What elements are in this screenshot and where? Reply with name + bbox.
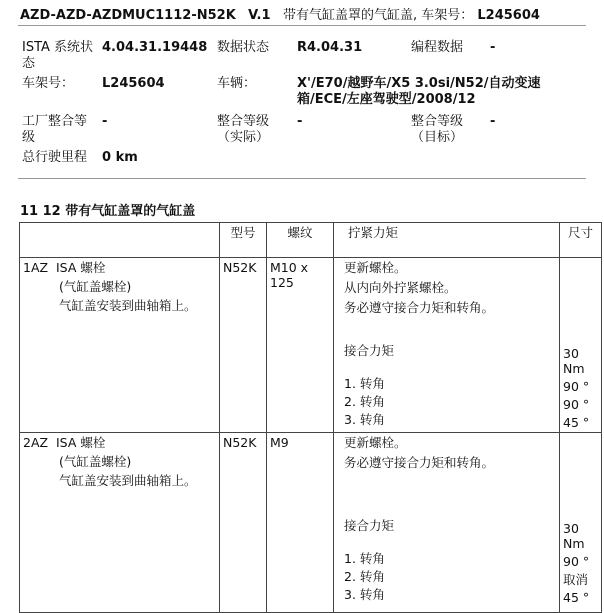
joint-torque-value: 30 Nm	[563, 346, 585, 376]
vehicle-value: X'/E70/越野车/X5 3.0si/N52/自动变速箱/ECE/左座驾驶型/2008/12	[297, 76, 541, 107]
angle-step-value: 45 °	[563, 590, 590, 605]
document-header	[20, 4, 540, 23]
data-status-label: 数据状态	[217, 40, 270, 55]
torque-table	[19, 222, 602, 613]
position-cell	[20, 258, 220, 433]
vin-value: L245604	[102, 76, 165, 91]
actual-level-label: 整合等级（实际）	[217, 114, 270, 145]
position-details	[23, 454, 216, 488]
table-header-row	[20, 223, 602, 258]
angle-step-label: 1. 转角	[344, 376, 385, 391]
joint-torque-label: 接合力矩	[344, 518, 395, 533]
prog-data-label: 编程数据	[411, 40, 464, 55]
header-divider	[18, 25, 586, 26]
target-level-value: -	[490, 114, 496, 129]
ista-value: 4.04.31.19448	[102, 40, 208, 55]
header-description: 带有气缸盖罩的气缸盖, 车架号：	[282, 8, 474, 23]
type-cell: N52K	[220, 258, 267, 433]
angle-step-value: 90 °	[563, 379, 590, 394]
torque-cell	[334, 433, 560, 613]
position-subtitle: (气缸盖螺栓)	[59, 279, 132, 294]
header-type: 型号	[220, 223, 267, 258]
mileage-value: 0 km	[102, 150, 138, 165]
position-name: ISA 螺栓	[56, 435, 106, 450]
position-name: ISA 螺栓	[56, 260, 106, 275]
angle-step-label: 3. 转角	[344, 587, 385, 602]
header-torque: 拧紧力矩	[334, 223, 560, 258]
prog-data-value: -	[490, 40, 496, 55]
factory-level-value: -	[102, 114, 108, 129]
angle-step-label: 2. 转角	[344, 569, 385, 584]
header-unit: 尺寸	[560, 223, 602, 258]
note-line: 从内向外拧紧螺栓。	[344, 280, 457, 295]
position-description: 气缸盖安装到曲轴箱上。	[59, 473, 197, 488]
header-thread: 螺纹	[267, 223, 334, 258]
position-id: 2AZ	[23, 435, 49, 450]
angle-step-label: 2. 转角	[344, 394, 385, 409]
angle-step-value: 90 °	[563, 397, 590, 412]
position-description: 气缸盖安装到曲轴箱上。	[59, 298, 197, 313]
header-version: V.1	[248, 8, 271, 23]
table-row	[20, 433, 602, 613]
position-id: 1AZ	[23, 260, 49, 275]
angle-step-value: 45 °	[563, 415, 590, 430]
note-line: 务必遵守接合力矩和转角。	[344, 300, 495, 315]
angle-step-value: 90 °	[563, 554, 590, 569]
angle-step-value: 取消	[563, 572, 589, 587]
note-line: 更新螺栓。	[344, 435, 407, 450]
note-line: 务必遵守接合力矩和转角。	[344, 455, 495, 470]
vehicle-label: 车辆：	[217, 76, 257, 91]
thread-cell: M9	[267, 433, 334, 613]
angle-step-label: 3. 转角	[344, 412, 385, 427]
section-title: 11 12 带有气缸盖罩的气缸盖	[20, 204, 196, 219]
header-vin: L245604	[477, 8, 540, 23]
header-code: AZD-AZD-AZDMUC1112-N52K	[20, 8, 236, 23]
type-cell: N52K	[220, 433, 267, 613]
joint-torque-label: 接合力矩	[344, 343, 395, 358]
torque-cell	[334, 258, 560, 433]
ista-label: ISTA 系统状态	[22, 40, 94, 71]
position-subtitle: (气缸盖螺栓)	[59, 454, 132, 469]
position-details	[23, 279, 216, 313]
vin-label: 车架号：	[22, 76, 75, 91]
angle-step-label: 1. 转角	[344, 551, 385, 566]
unit-cell	[560, 258, 602, 433]
header-position	[20, 223, 220, 258]
data-status-value: R4.04.31	[297, 40, 363, 55]
target-level-label: 整合等级（目标）	[411, 114, 464, 145]
unit-cell	[560, 433, 602, 613]
factory-level-label: 工厂整合等级	[22, 114, 88, 145]
joint-torque-value: 30 Nm	[563, 521, 585, 551]
actual-level-value: -	[297, 114, 303, 129]
thread-cell: M10 x 125	[267, 258, 334, 433]
table-row	[20, 258, 602, 433]
note-line: 更新螺栓。	[344, 260, 407, 275]
position-cell	[20, 433, 220, 613]
mileage-label: 总行驶里程	[22, 150, 88, 165]
section-divider	[18, 178, 586, 179]
